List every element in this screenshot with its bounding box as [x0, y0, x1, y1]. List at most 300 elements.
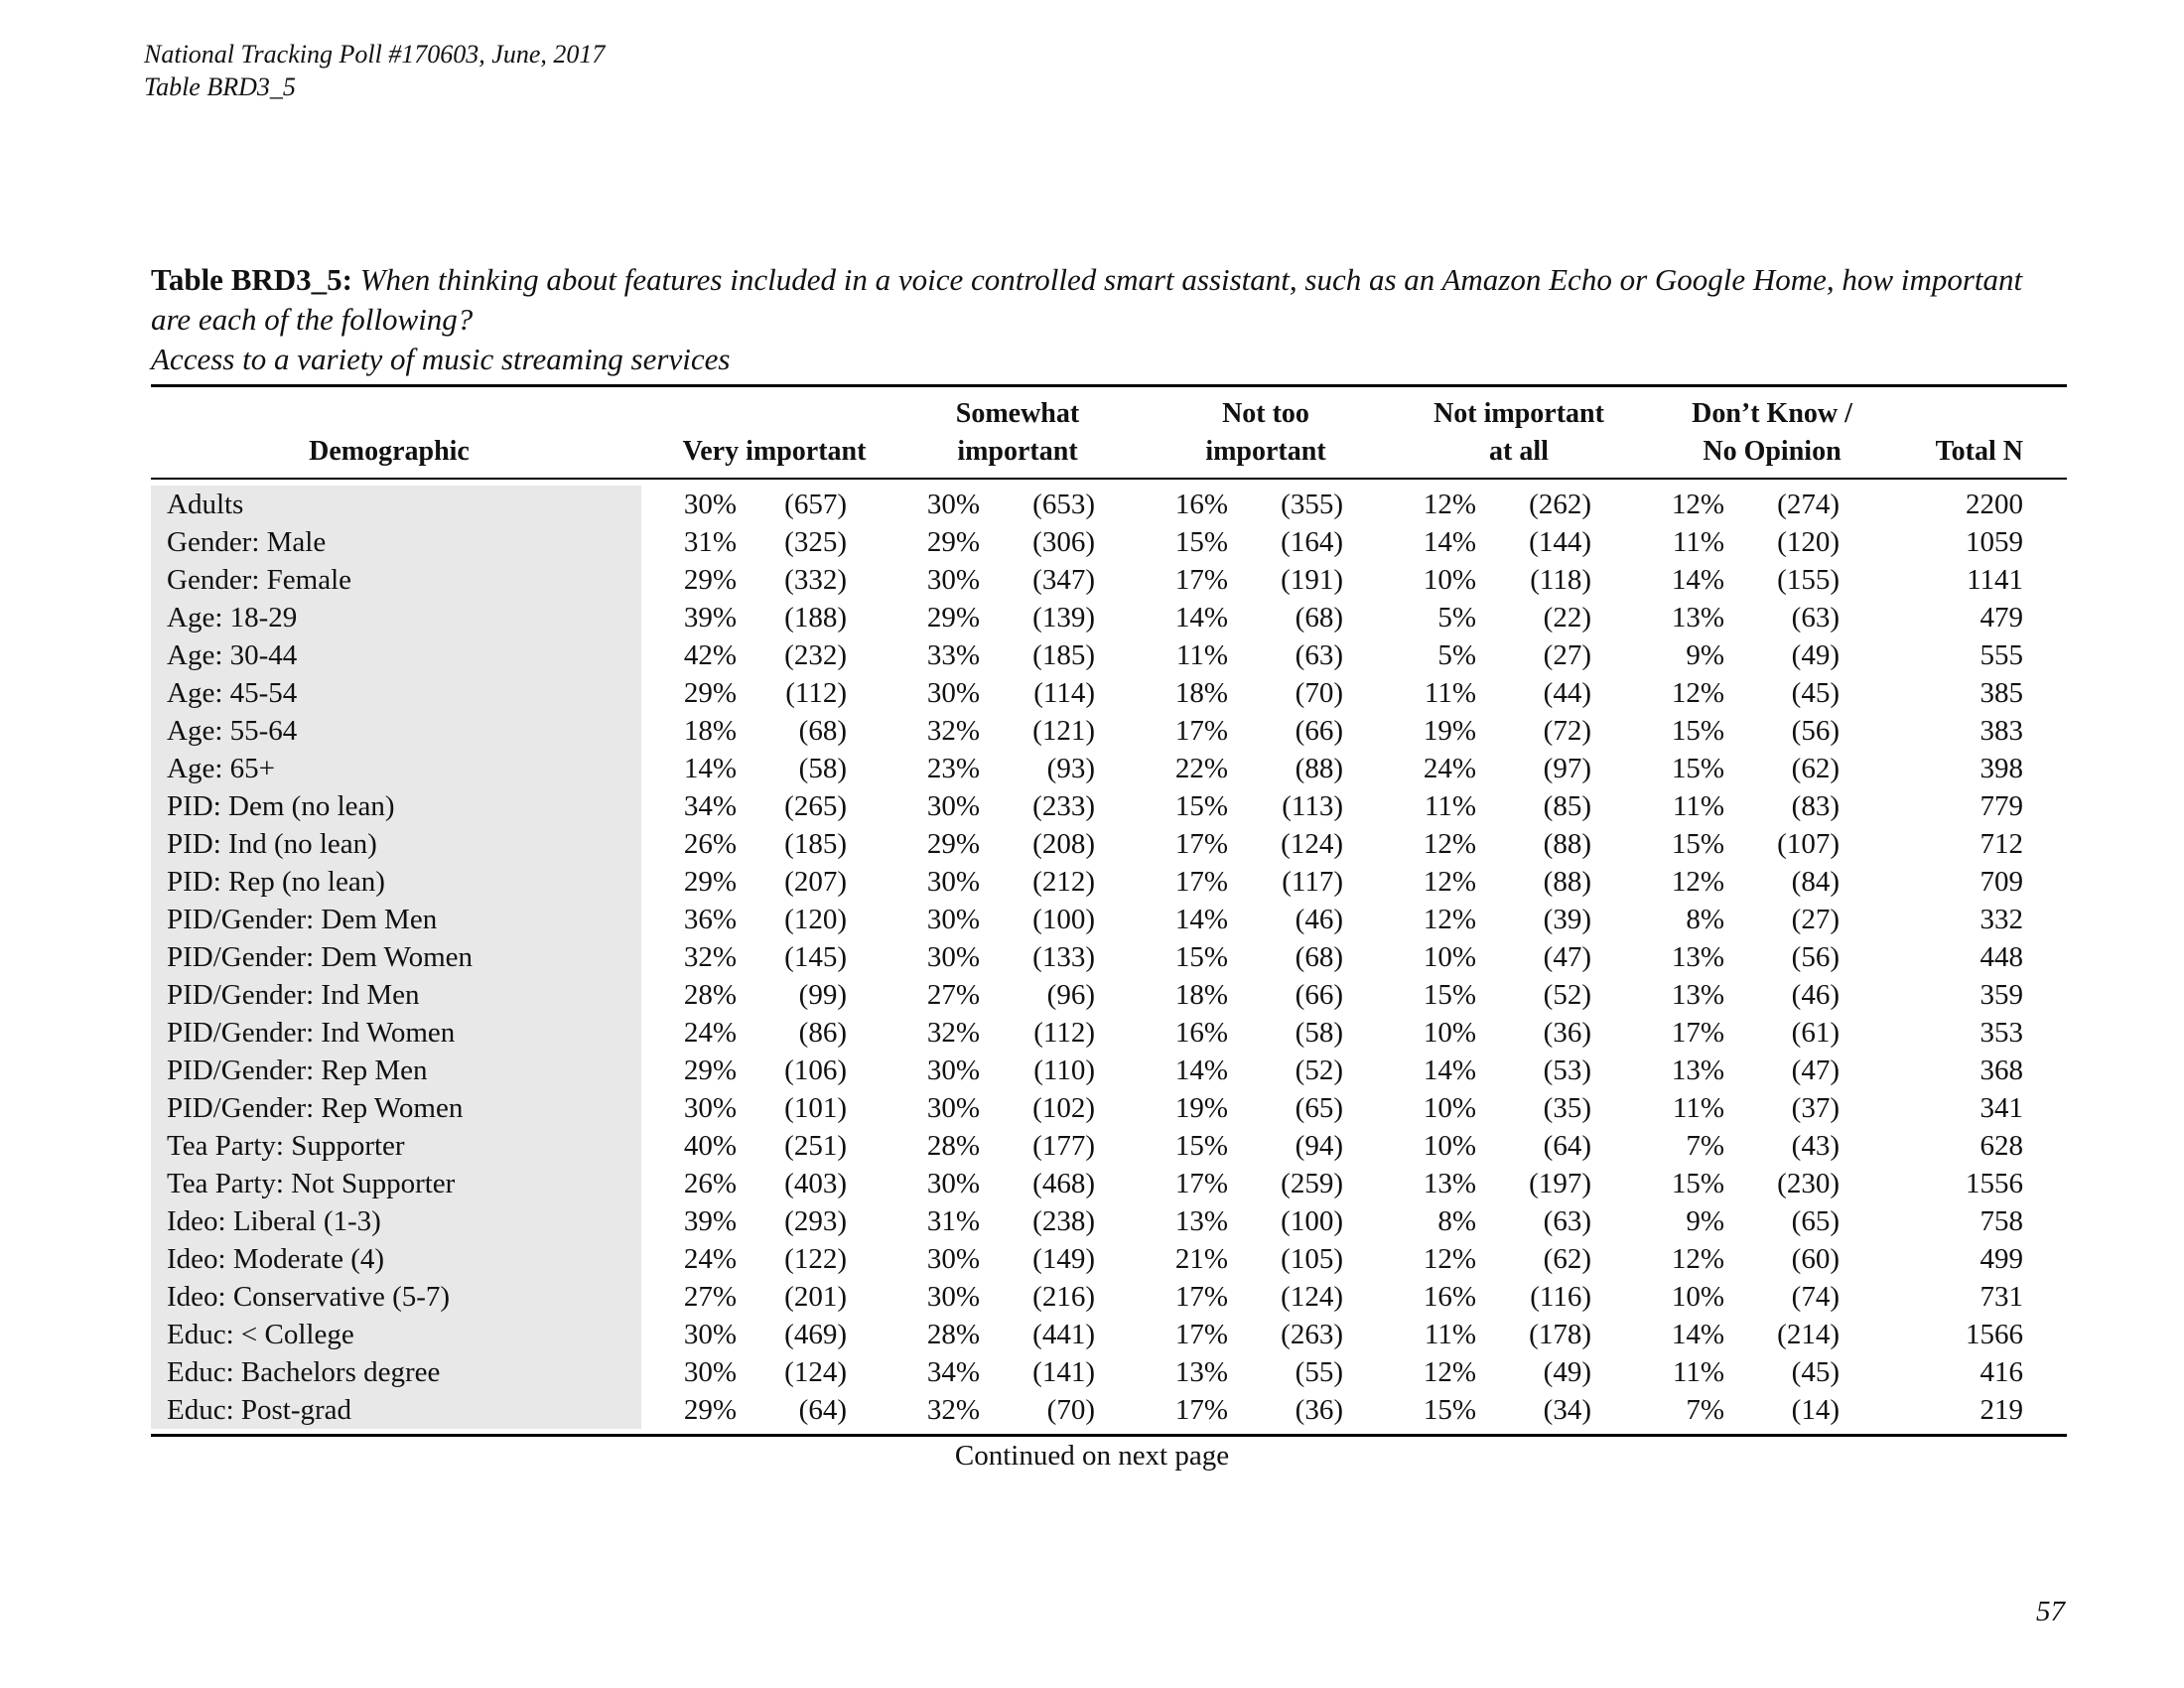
cell-percent: 30%	[683, 489, 737, 520]
cell-percent: 27%	[683, 1281, 737, 1313]
cell-count: (441)	[1032, 1319, 1095, 1350]
cell-percent: 15%	[1174, 941, 1228, 973]
cell-count: (55)	[1295, 1356, 1343, 1388]
cell-count: (70)	[1046, 1394, 1095, 1426]
cell-count: (94)	[1295, 1130, 1343, 1162]
cell-count: (306)	[1032, 526, 1095, 558]
cell-percent: 31%	[683, 526, 737, 558]
header-very-important	[655, 395, 893, 471]
cell-percent: 13%	[1174, 1205, 1228, 1237]
cell-count: (22)	[1543, 602, 1591, 633]
cell-count: (124)	[784, 1356, 847, 1388]
cell-count: (43)	[1791, 1130, 1840, 1162]
cell-percent: 30%	[926, 564, 980, 596]
header-line: at all	[1489, 436, 1549, 467]
cell-count: (84)	[1791, 866, 1840, 898]
cell-count: (259)	[1281, 1168, 1343, 1199]
table-row	[0, 1353, 2184, 1391]
cell-percent: 29%	[683, 677, 737, 709]
cell-count: (191)	[1281, 564, 1343, 596]
cell-percent: 15%	[1174, 526, 1228, 558]
cell-percent: 15%	[1671, 753, 1724, 784]
table-row	[0, 1052, 2184, 1089]
cell-count: (208)	[1032, 828, 1095, 860]
cell-percent: 32%	[926, 1394, 980, 1426]
table-body	[0, 486, 2184, 1429]
cell-percent: 15%	[1671, 1168, 1724, 1199]
cell-count: (232)	[784, 639, 847, 671]
cell-percent: 28%	[926, 1130, 980, 1162]
cell-percent: 30%	[926, 489, 980, 520]
cell-percent: 11%	[1424, 790, 1476, 822]
cell-count: (469)	[784, 1319, 847, 1350]
cell-percent: 17%	[1174, 1281, 1228, 1313]
caption-label: Table BRD3_5:	[151, 262, 352, 297]
cell-percent: 24%	[683, 1017, 737, 1049]
cell-count: (63)	[1791, 602, 1840, 633]
cell-count: (145)	[784, 941, 847, 973]
cell-total-n: 353	[1979, 1017, 2023, 1049]
table-row	[0, 636, 2184, 674]
cell-count: (46)	[1791, 979, 1840, 1011]
cell-count: (36)	[1543, 1017, 1591, 1049]
cell-percent: 42%	[683, 639, 737, 671]
cell-percent: 13%	[1671, 602, 1724, 633]
table-caption	[151, 260, 2067, 379]
cell-count: (124)	[1281, 1281, 1343, 1313]
cell-percent: 30%	[683, 1356, 737, 1388]
cell-percent: 18%	[1174, 979, 1228, 1011]
cell-percent: 16%	[1174, 1017, 1228, 1049]
table-row	[0, 1316, 2184, 1353]
cell-count: (62)	[1543, 1243, 1591, 1275]
cell-count: (36)	[1295, 1394, 1343, 1426]
table-row	[0, 976, 2184, 1014]
row-label: PID: Ind (no lean)	[167, 828, 377, 860]
cell-percent: 12%	[1423, 1243, 1476, 1275]
cell-percent: 19%	[1174, 1092, 1228, 1124]
cell-count: (325)	[784, 526, 847, 558]
cell-count: (63)	[1543, 1205, 1591, 1237]
table-row	[0, 486, 2184, 523]
cell-percent: 10%	[1423, 1092, 1476, 1124]
cell-count: (133)	[1032, 941, 1095, 973]
table-row	[0, 750, 2184, 787]
cell-percent: 17%	[1174, 715, 1228, 747]
cell-count: (201)	[784, 1281, 847, 1313]
row-label: Age: 18-29	[167, 602, 298, 633]
cell-total-n: 341	[1979, 1092, 2023, 1124]
cell-percent: 30%	[926, 866, 980, 898]
cell-total-n: 1566	[1966, 1319, 2023, 1350]
cell-count: (74)	[1791, 1281, 1840, 1313]
cell-count: (52)	[1295, 1055, 1343, 1086]
table-row	[0, 938, 2184, 976]
cell-count: (45)	[1791, 1356, 1840, 1388]
cell-count: (64)	[798, 1394, 847, 1426]
header-line: Somewhat	[955, 398, 1080, 429]
cell-count: (56)	[1791, 715, 1840, 747]
cell-count: (149)	[1032, 1243, 1095, 1275]
cell-count: (265)	[784, 790, 847, 822]
cell-total-n: 731	[1979, 1281, 2023, 1313]
cell-count: (68)	[1295, 941, 1343, 973]
cell-percent: 13%	[1423, 1168, 1476, 1199]
cell-percent: 14%	[1671, 564, 1724, 596]
cell-percent: 23%	[926, 753, 980, 784]
cell-count: (46)	[1295, 904, 1343, 935]
cell-count: (155)	[1777, 564, 1840, 596]
cell-percent: 40%	[683, 1130, 737, 1162]
header-dont-know	[1643, 395, 1901, 471]
header-not-too-important	[1147, 395, 1385, 471]
cell-percent: 12%	[1423, 489, 1476, 520]
cell-count: (107)	[1777, 828, 1840, 860]
header-demographic	[260, 395, 518, 471]
row-label: Ideo: Moderate (4)	[167, 1243, 385, 1275]
cell-percent: 36%	[683, 904, 737, 935]
cell-count: (88)	[1543, 828, 1591, 860]
cell-count: (58)	[798, 753, 847, 784]
cell-percent: 10%	[1423, 1017, 1476, 1049]
cell-count: (657)	[784, 489, 847, 520]
cell-percent: 15%	[1671, 715, 1724, 747]
cell-percent: 26%	[683, 1168, 737, 1199]
cell-count: (120)	[784, 904, 847, 935]
cell-percent: 15%	[1671, 828, 1724, 860]
row-label: Age: 55-64	[167, 715, 298, 747]
row-label: PID/Gender: Dem Women	[167, 941, 474, 973]
cell-count: (112)	[1033, 1017, 1095, 1049]
cell-percent: 28%	[683, 979, 737, 1011]
cell-percent: 30%	[683, 1319, 737, 1350]
cell-percent: 10%	[1423, 1130, 1476, 1162]
cell-count: (653)	[1032, 489, 1095, 520]
page-number: 57	[2036, 1596, 2065, 1627]
cell-percent: 30%	[926, 790, 980, 822]
cell-percent: 28%	[926, 1319, 980, 1350]
cell-percent: 12%	[1671, 866, 1724, 898]
caption-question: When thinking about features included in a voice controlled smart assistant, such as an Amazon Echo or Google Home, how important are each of the following?	[151, 262, 2023, 337]
cell-count: (35)	[1543, 1092, 1591, 1124]
cell-count: (230)	[1777, 1168, 1840, 1199]
poll-title: National Tracking Poll #170603, June, 2017	[144, 40, 606, 69]
cell-percent: 10%	[1423, 941, 1476, 973]
cell-percent: 21%	[1174, 1243, 1228, 1275]
caption-subtitle: Access to a variety of music streaming services	[151, 342, 731, 376]
cell-percent: 32%	[926, 1017, 980, 1049]
cell-percent: 17%	[1671, 1017, 1724, 1049]
header-line: Not too	[1222, 398, 1309, 429]
cell-percent: 27%	[926, 979, 980, 1011]
cell-percent: 17%	[1174, 1394, 1228, 1426]
table-row	[0, 825, 2184, 863]
cell-count: (39)	[1543, 904, 1591, 935]
row-label: Tea Party: Supporter	[167, 1130, 405, 1162]
continued-note: Continued on next page	[954, 1440, 1230, 1472]
cell-count: (110)	[1033, 1055, 1095, 1086]
cell-count: (27)	[1543, 639, 1591, 671]
cell-count: (468)	[1032, 1168, 1095, 1199]
cell-percent: 30%	[683, 1092, 737, 1124]
cell-percent: 13%	[1671, 1055, 1724, 1086]
cell-count: (355)	[1281, 489, 1343, 520]
row-label: Ideo: Liberal (1-3)	[167, 1205, 381, 1237]
cell-count: (100)	[1032, 904, 1095, 935]
cell-count: (68)	[1295, 602, 1343, 633]
cell-percent: 12%	[1671, 1243, 1724, 1275]
row-label: PID: Rep (no lean)	[167, 866, 385, 898]
cell-percent: 30%	[926, 904, 980, 935]
cell-percent: 7%	[1686, 1394, 1724, 1426]
cell-count: (251)	[784, 1130, 847, 1162]
cell-percent: 11%	[1424, 1319, 1476, 1350]
cell-percent: 29%	[926, 602, 980, 633]
cell-count: (188)	[784, 602, 847, 633]
row-label: Educ: Post-grad	[167, 1394, 352, 1426]
cell-count: (63)	[1295, 639, 1343, 671]
cell-count: (178)	[1529, 1319, 1591, 1350]
cell-percent: 14%	[683, 753, 737, 784]
cell-percent: 15%	[1423, 979, 1476, 1011]
header-line: Not important	[1433, 398, 1604, 429]
cell-count: (99)	[798, 979, 847, 1011]
cell-percent: 26%	[683, 828, 737, 860]
table-row	[0, 1391, 2184, 1429]
cell-total-n: 779	[1979, 790, 2023, 822]
row-label: Educ: < College	[167, 1319, 354, 1350]
cell-percent: 10%	[1423, 564, 1476, 596]
cell-percent: 30%	[926, 1168, 980, 1199]
cell-count: (58)	[1295, 1017, 1343, 1049]
table-row	[0, 1014, 2184, 1052]
cell-percent: 16%	[1423, 1281, 1476, 1313]
cell-count: (66)	[1295, 715, 1343, 747]
row-label: Ideo: Conservative (5-7)	[167, 1281, 451, 1313]
table-row	[0, 674, 2184, 712]
cell-percent: 12%	[1671, 489, 1724, 520]
cell-percent: 29%	[683, 866, 737, 898]
cell-percent: 18%	[683, 715, 737, 747]
cell-percent: 39%	[683, 602, 737, 633]
cell-count: (85)	[1543, 790, 1591, 822]
cell-count: (197)	[1529, 1168, 1591, 1199]
cell-count: (144)	[1529, 526, 1591, 558]
table-row	[0, 561, 2184, 599]
cell-percent: 30%	[926, 1055, 980, 1086]
header-line: Total N	[1935, 436, 2023, 467]
row-label: Age: 30-44	[167, 639, 298, 671]
cell-total-n: 709	[1979, 866, 2023, 898]
cell-percent: 24%	[1423, 753, 1476, 784]
table-row	[0, 1165, 2184, 1202]
header-demographic-text: Demographic	[309, 436, 470, 467]
row-label: Age: 45-54	[167, 677, 298, 709]
cell-total-n: 416	[1979, 1356, 2023, 1388]
cell-total-n: 555	[1979, 639, 2023, 671]
cell-count: (101)	[784, 1092, 847, 1124]
cell-count: (70)	[1295, 677, 1343, 709]
cell-percent: 29%	[683, 564, 737, 596]
cell-percent: 29%	[926, 828, 980, 860]
cell-count: (185)	[1032, 639, 1095, 671]
cell-count: (139)	[1032, 602, 1095, 633]
cell-percent: 11%	[1672, 790, 1724, 822]
cell-total-n: 385	[1979, 677, 2023, 709]
cell-percent: 15%	[1174, 1130, 1228, 1162]
cell-count: (56)	[1791, 941, 1840, 973]
row-label: PID/Gender: Ind Men	[167, 979, 420, 1011]
cell-percent: 14%	[1423, 1055, 1476, 1086]
table-row	[0, 1278, 2184, 1316]
cell-count: (61)	[1791, 1017, 1840, 1049]
cell-count: (112)	[785, 677, 847, 709]
table-row	[0, 1127, 2184, 1165]
cell-percent: 30%	[926, 941, 980, 973]
cell-percent: 13%	[1174, 1356, 1228, 1388]
cell-percent: 5%	[1437, 639, 1476, 671]
cell-total-n: 1556	[1966, 1168, 2023, 1199]
header-total-n	[1904, 395, 2023, 471]
cell-total-n: 383	[1979, 715, 2023, 747]
cell-count: (177)	[1032, 1130, 1095, 1162]
cell-percent: 13%	[1671, 941, 1724, 973]
cell-total-n: 628	[1979, 1130, 2023, 1162]
cell-count: (47)	[1791, 1055, 1840, 1086]
cell-percent: 5%	[1437, 602, 1476, 633]
cell-percent: 31%	[926, 1205, 980, 1237]
cell-count: (14)	[1791, 1394, 1840, 1426]
cell-count: (113)	[1282, 790, 1343, 822]
cell-count: (86)	[798, 1017, 847, 1049]
cell-percent: 11%	[1424, 677, 1476, 709]
cell-percent: 9%	[1686, 1205, 1724, 1237]
cell-count: (65)	[1791, 1205, 1840, 1237]
cell-percent: 29%	[683, 1055, 737, 1086]
cell-percent: 7%	[1686, 1130, 1724, 1162]
cell-total-n: 1059	[1966, 526, 2023, 558]
cell-percent: 12%	[1671, 677, 1724, 709]
cell-count: (44)	[1543, 677, 1591, 709]
cell-percent: 12%	[1423, 828, 1476, 860]
cell-count: (27)	[1791, 904, 1840, 935]
cell-total-n: 359	[1979, 979, 2023, 1011]
table-row	[0, 712, 2184, 750]
cell-total-n: 1141	[1967, 564, 2023, 596]
cell-percent: 32%	[926, 715, 980, 747]
cell-percent: 14%	[1174, 602, 1228, 633]
cell-count: (65)	[1295, 1092, 1343, 1124]
header-somewhat-important	[898, 395, 1137, 471]
row-label: Educ: Bachelors degree	[167, 1356, 441, 1388]
cell-total-n: 398	[1979, 753, 2023, 784]
cell-percent: 22%	[1174, 753, 1228, 784]
table-row	[0, 1240, 2184, 1278]
cell-count: (238)	[1032, 1205, 1095, 1237]
cell-count: (118)	[1530, 564, 1591, 596]
cell-total-n: 219	[1979, 1394, 2023, 1426]
cell-count: (93)	[1046, 753, 1095, 784]
cell-percent: 17%	[1174, 828, 1228, 860]
cell-count: (214)	[1777, 1319, 1840, 1350]
cell-percent: 30%	[926, 1243, 980, 1275]
cell-percent: 13%	[1671, 979, 1724, 1011]
cell-total-n: 479	[1979, 602, 2023, 633]
cell-total-n: 448	[1979, 941, 2023, 973]
cell-percent: 12%	[1423, 904, 1476, 935]
cell-count: (332)	[784, 564, 847, 596]
cell-percent: 15%	[1174, 790, 1228, 822]
cell-percent: 17%	[1174, 1168, 1228, 1199]
cell-count: (97)	[1543, 753, 1591, 784]
cell-percent: 24%	[683, 1243, 737, 1275]
cell-count: (45)	[1791, 677, 1840, 709]
cell-count: (53)	[1543, 1055, 1591, 1086]
table-row	[0, 901, 2184, 938]
cell-total-n: 368	[1979, 1055, 2023, 1086]
cell-count: (293)	[784, 1205, 847, 1237]
cell-percent: 11%	[1672, 1092, 1724, 1124]
cell-count: (185)	[784, 828, 847, 860]
table-row	[0, 523, 2184, 561]
cell-count: (83)	[1791, 790, 1840, 822]
cell-count: (106)	[784, 1055, 847, 1086]
cell-count: (68)	[798, 715, 847, 747]
cell-percent: 12%	[1423, 866, 1476, 898]
cell-percent: 11%	[1672, 1356, 1724, 1388]
header-line: Don’t Know /	[1692, 398, 1852, 429]
cell-count: (37)	[1791, 1092, 1840, 1124]
cell-percent: 14%	[1174, 904, 1228, 935]
cell-percent: 14%	[1423, 526, 1476, 558]
cell-count: (105)	[1281, 1243, 1343, 1275]
row-label: Gender: Female	[167, 564, 352, 596]
row-label: PID: Dem (no lean)	[167, 790, 395, 822]
cell-percent: 15%	[1423, 1394, 1476, 1426]
cell-count: (141)	[1032, 1356, 1095, 1388]
cell-percent: 17%	[1174, 1319, 1228, 1350]
cell-percent: 16%	[1174, 489, 1228, 520]
cell-count: (122)	[784, 1243, 847, 1275]
cell-count: (117)	[1282, 866, 1343, 898]
cell-count: (114)	[1033, 677, 1095, 709]
row-label: PID/Gender: Ind Women	[167, 1017, 456, 1049]
cell-count: (88)	[1543, 866, 1591, 898]
cell-percent: 14%	[1174, 1055, 1228, 1086]
table-row	[0, 1202, 2184, 1240]
cell-percent: 32%	[683, 941, 737, 973]
cell-count: (262)	[1529, 489, 1591, 520]
header-line: important	[957, 436, 1078, 467]
cell-percent: 12%	[1423, 1356, 1476, 1388]
cell-count: (347)	[1032, 564, 1095, 596]
cell-count: (34)	[1543, 1394, 1591, 1426]
cell-percent: 33%	[926, 639, 980, 671]
cell-count: (102)	[1032, 1092, 1095, 1124]
header-rule	[151, 478, 2067, 480]
cell-percent: 30%	[926, 1281, 980, 1313]
row-label: PID/Gender: Rep Men	[167, 1055, 428, 1086]
cell-count: (121)	[1032, 715, 1095, 747]
table-id: Table BRD3_5	[144, 72, 296, 101]
cell-percent: 19%	[1423, 715, 1476, 747]
cell-total-n: 758	[1979, 1205, 2023, 1237]
cell-count: (100)	[1281, 1205, 1343, 1237]
cell-count: (403)	[784, 1168, 847, 1199]
cell-percent: 11%	[1672, 526, 1724, 558]
cell-count: (60)	[1791, 1243, 1840, 1275]
header-line: No Opinion	[1703, 436, 1842, 467]
